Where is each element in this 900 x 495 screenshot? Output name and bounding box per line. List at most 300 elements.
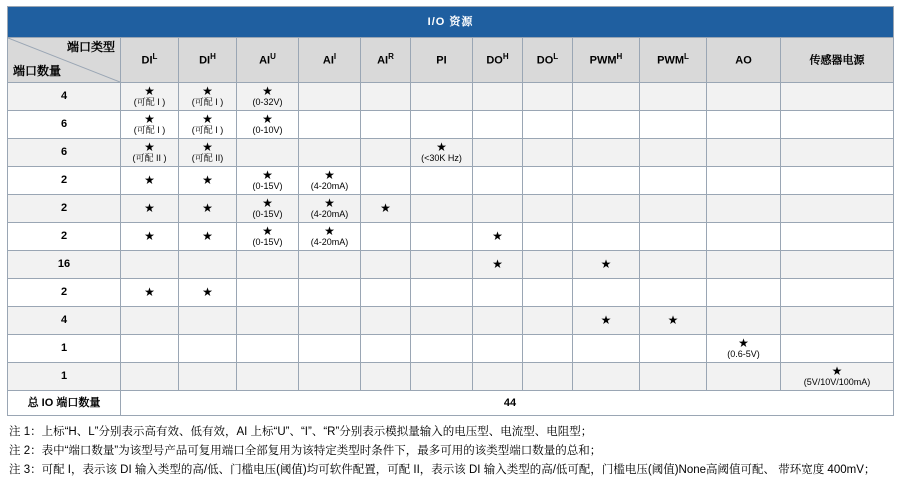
table-row	[8, 167, 894, 195]
port-cell	[179, 279, 237, 307]
cell-note: (0-15V)	[252, 236, 283, 247]
star-icon: ★	[144, 229, 155, 244]
cell-content	[473, 336, 522, 361]
cell-content	[179, 336, 236, 361]
cell-content	[121, 84, 178, 109]
cell-content	[523, 140, 572, 165]
star-icon: ★	[262, 224, 273, 239]
total-value: 44	[121, 391, 894, 416]
cell-content	[121, 280, 178, 305]
port-cell	[573, 335, 640, 363]
cell-content	[237, 224, 298, 249]
cell-content	[573, 168, 639, 193]
port-cell	[573, 195, 640, 223]
cell-content	[411, 364, 472, 389]
port-cell	[121, 83, 179, 111]
cell-content	[523, 84, 572, 109]
column-header-di-l: $DI^L$	[121, 38, 179, 83]
cell-content	[299, 252, 360, 277]
cell-content	[121, 140, 178, 165]
cell-content	[361, 140, 410, 165]
port-cell	[299, 167, 361, 195]
port-cell	[707, 83, 781, 111]
cell-note: (0-15V)	[252, 180, 283, 191]
port-cell	[573, 139, 640, 167]
cell-note: (0-32V)	[252, 96, 283, 107]
column-header-do-h: $DO^H$	[473, 38, 523, 83]
cell-content	[707, 280, 780, 305]
star-icon: ★	[324, 168, 335, 183]
cell-content	[473, 308, 522, 333]
cell-content	[361, 224, 410, 249]
cell-note: (0-10V)	[252, 124, 283, 135]
port-cell	[781, 139, 894, 167]
port-cell	[411, 307, 473, 335]
star-icon: ★	[144, 84, 155, 99]
port-cell	[121, 195, 179, 223]
footnote-1: 注 1：上标“H、L”分别表示高有效、低有效，AI 上标“U”、“I”、“R”分别表示模拟量输入的电压型、电流型、电阻型；	[9, 426, 593, 438]
cell-content	[299, 140, 360, 165]
column-header-pwm-l: $PWM^L$	[640, 38, 707, 83]
port-cell	[361, 195, 411, 223]
cell-content	[473, 224, 522, 249]
port-cell	[299, 83, 361, 111]
cell-content	[523, 364, 572, 389]
table-row	[8, 195, 894, 223]
table-row	[8, 83, 894, 111]
cell-content	[473, 168, 522, 193]
port-cell	[707, 111, 781, 139]
cell-content	[640, 224, 706, 249]
cell-content	[299, 112, 360, 137]
cell-content	[523, 196, 572, 221]
cell-content	[361, 112, 410, 137]
port-cell	[781, 251, 894, 279]
cell-content	[361, 84, 410, 109]
port-cell	[361, 363, 411, 391]
port-cell	[299, 363, 361, 391]
port-cell	[411, 251, 473, 279]
cell-note: (0.6-5V)	[727, 348, 760, 359]
cell-content	[237, 280, 298, 305]
cell-content	[299, 224, 360, 249]
cell-content	[523, 308, 572, 333]
cell-note: (可配 I )	[191, 96, 224, 107]
port-cell	[361, 223, 411, 251]
port-cell	[179, 111, 237, 139]
cell-content	[121, 196, 178, 221]
port-cell	[237, 307, 299, 335]
cell-content	[179, 84, 236, 109]
cell-content	[523, 336, 572, 361]
star-icon: ★	[436, 140, 447, 155]
star-icon: ★	[262, 112, 273, 127]
port-cell	[237, 223, 299, 251]
star-icon: ★	[202, 84, 213, 99]
port-cell	[237, 139, 299, 167]
port-cell	[237, 83, 299, 111]
cell-content	[473, 140, 522, 165]
cell-content	[179, 140, 236, 165]
port-cell	[411, 363, 473, 391]
port-cell	[781, 223, 894, 251]
page-title: I/O 资源	[8, 7, 894, 38]
port-cell	[121, 279, 179, 307]
port-cell	[361, 111, 411, 139]
column-header-do-l: $DO^L$	[523, 38, 573, 83]
port-cell	[781, 83, 894, 111]
star-icon: ★	[324, 196, 335, 211]
port-cell	[523, 195, 573, 223]
port-cell	[640, 223, 707, 251]
table-row	[8, 139, 894, 167]
cell-content	[237, 364, 298, 389]
cell-content	[640, 280, 706, 305]
port-cell	[237, 251, 299, 279]
cell-note: (0-15V)	[252, 208, 283, 219]
cell-content	[640, 252, 706, 277]
port-cell	[121, 251, 179, 279]
port-cell	[179, 139, 237, 167]
cell-note: (4-20mA)	[310, 208, 349, 219]
cell-content	[707, 364, 780, 389]
cell-content	[299, 364, 360, 389]
port-cell	[523, 307, 573, 335]
port-cell	[121, 111, 179, 139]
port-count-cell: 2	[8, 195, 121, 223]
star-icon: ★	[144, 140, 155, 155]
port-cell	[781, 195, 894, 223]
cell-content	[299, 196, 360, 221]
port-cell	[121, 139, 179, 167]
port-cell	[781, 363, 894, 391]
port-cell	[707, 195, 781, 223]
port-cell	[473, 307, 523, 335]
cell-note: (可配 II)	[191, 152, 224, 163]
port-cell	[573, 307, 640, 335]
port-cell	[781, 167, 894, 195]
port-cell	[707, 279, 781, 307]
port-cell	[573, 251, 640, 279]
cell-content	[573, 140, 639, 165]
star-icon: ★	[144, 201, 155, 216]
footnote-3: 注 3：可配 I，表示该 DI 输入类型的高/低、门槛电压(阈值)均可软件配置，可配 II，表示该 DI 输入类型的高/低可配，门槛电压(阈值)None高阈值可配、 带环宽度 400mV；	[9, 463, 876, 476]
port-cell	[361, 167, 411, 195]
cell-content	[707, 168, 780, 193]
cell-content	[179, 308, 236, 333]
header-corner-cell	[8, 38, 121, 83]
column-header-ai-i: $AI^I$	[299, 38, 361, 83]
port-cell	[473, 335, 523, 363]
cell-content	[573, 336, 639, 361]
cell-content	[781, 140, 893, 165]
port-cell	[237, 167, 299, 195]
cell-content	[179, 364, 236, 389]
table-row	[8, 251, 894, 279]
star-icon: ★	[380, 201, 391, 216]
port-cell	[237, 363, 299, 391]
cell-content	[707, 84, 780, 109]
cell-content	[237, 196, 298, 221]
port-cell	[411, 139, 473, 167]
port-cell	[361, 279, 411, 307]
port-count-cell: 2	[8, 279, 121, 307]
port-cell	[640, 195, 707, 223]
port-cell	[523, 363, 573, 391]
port-cell	[121, 335, 179, 363]
port-cell	[523, 139, 573, 167]
cell-content	[179, 224, 236, 249]
port-cell	[411, 195, 473, 223]
total-label: 总 IO 端口数量	[8, 391, 121, 416]
port-cell	[640, 251, 707, 279]
cell-content	[361, 336, 410, 361]
cell-content	[640, 336, 706, 361]
cell-content	[411, 224, 472, 249]
star-icon: ★	[324, 224, 335, 239]
star-icon: ★	[144, 285, 155, 300]
cell-content	[361, 280, 410, 305]
cell-content	[411, 168, 472, 193]
cell-content	[179, 168, 236, 193]
port-count-cell: 1	[8, 335, 121, 363]
port-cell	[179, 363, 237, 391]
cell-content	[707, 336, 780, 361]
port-count-cell: 1	[8, 363, 121, 391]
port-count-cell: 6	[8, 111, 121, 139]
table-body	[8, 83, 894, 391]
cell-content	[781, 196, 893, 221]
port-cell	[640, 279, 707, 307]
io-resource-sheet	[0, 6, 900, 495]
cell-content	[237, 336, 298, 361]
column-header-sensor-power: 传感器电源	[781, 38, 894, 83]
star-icon: ★	[202, 229, 213, 244]
cell-content	[573, 308, 639, 333]
cell-content	[640, 308, 706, 333]
cell-content	[781, 84, 893, 109]
star-icon: ★	[202, 173, 213, 188]
cell-content	[299, 168, 360, 193]
cell-content	[473, 252, 522, 277]
cell-content	[411, 252, 472, 277]
port-cell	[179, 195, 237, 223]
cell-content	[473, 112, 522, 137]
port-cell	[523, 167, 573, 195]
cell-content	[473, 196, 522, 221]
port-cell	[707, 307, 781, 335]
cell-content	[573, 224, 639, 249]
port-cell	[179, 83, 237, 111]
cell-content	[121, 224, 178, 249]
port-cell	[640, 139, 707, 167]
cell-content	[640, 364, 706, 389]
cell-content	[121, 112, 178, 137]
cell-content	[237, 168, 298, 193]
port-cell	[707, 251, 781, 279]
cell-content	[781, 308, 893, 333]
cell-content	[573, 84, 639, 109]
footnotes	[9, 423, 889, 480]
cell-content	[640, 196, 706, 221]
port-cell	[237, 279, 299, 307]
cell-note: (可配 I )	[133, 124, 166, 135]
cell-content	[473, 280, 522, 305]
cell-content	[573, 280, 639, 305]
port-cell	[299, 223, 361, 251]
cell-content	[573, 112, 639, 137]
port-cell	[361, 251, 411, 279]
io-resource-table	[7, 6, 894, 416]
cell-content	[179, 252, 236, 277]
port-cell	[640, 83, 707, 111]
port-cell	[573, 167, 640, 195]
cell-content	[640, 168, 706, 193]
port-cell	[179, 335, 237, 363]
cell-content	[640, 84, 706, 109]
total-row	[8, 391, 894, 416]
port-cell	[573, 111, 640, 139]
star-icon: ★	[492, 229, 503, 244]
port-cell	[781, 111, 894, 139]
port-cell	[299, 251, 361, 279]
cell-content	[121, 364, 178, 389]
port-cell	[707, 363, 781, 391]
cell-content	[361, 168, 410, 193]
cell-content	[121, 336, 178, 361]
port-cell	[523, 223, 573, 251]
column-header-ai-r: $AI^R$	[361, 38, 411, 83]
cell-note: (4-20mA)	[310, 236, 349, 247]
port-cell	[473, 111, 523, 139]
table-row	[8, 279, 894, 307]
port-cell	[361, 139, 411, 167]
star-icon: ★	[831, 364, 843, 379]
cell-content	[179, 280, 236, 305]
cell-content	[237, 112, 298, 137]
port-cell	[573, 363, 640, 391]
cell-content	[411, 112, 472, 137]
cell-content	[411, 84, 472, 109]
port-cell	[573, 279, 640, 307]
cell-note: (5V/10V/100mA)	[803, 376, 871, 387]
cell-content	[121, 252, 178, 277]
cell-content	[781, 168, 893, 193]
cell-note: (可配 I )	[133, 96, 166, 107]
port-count-cell: 4	[8, 83, 121, 111]
cell-content	[523, 252, 572, 277]
port-cell	[707, 223, 781, 251]
column-header-di-h: $DI^H$	[179, 38, 237, 83]
table-row	[8, 223, 894, 251]
table-row	[8, 111, 894, 139]
port-count-cell: 16	[8, 251, 121, 279]
port-cell	[640, 307, 707, 335]
port-cell	[361, 335, 411, 363]
star-icon: ★	[202, 201, 213, 216]
star-icon: ★	[600, 313, 612, 328]
port-cell	[523, 83, 573, 111]
port-cell	[473, 279, 523, 307]
cell-content	[640, 112, 706, 137]
cell-content	[179, 112, 236, 137]
port-count-cell: 2	[8, 167, 121, 195]
port-cell	[179, 223, 237, 251]
star-icon: ★	[262, 84, 273, 99]
port-cell	[299, 111, 361, 139]
cell-content	[299, 308, 360, 333]
star-icon: ★	[600, 257, 612, 272]
star-icon: ★	[144, 112, 155, 127]
cell-content	[237, 140, 298, 165]
cell-content	[411, 280, 472, 305]
port-cell	[523, 111, 573, 139]
cell-content	[473, 364, 522, 389]
port-cell	[237, 195, 299, 223]
cell-content	[573, 196, 639, 221]
port-cell	[523, 335, 573, 363]
cell-content	[781, 224, 893, 249]
cell-content	[523, 224, 572, 249]
cell-content	[707, 252, 780, 277]
port-cell	[640, 335, 707, 363]
cell-content	[411, 336, 472, 361]
cell-content	[237, 252, 298, 277]
port-cell	[361, 307, 411, 335]
port-cell	[121, 167, 179, 195]
port-cell	[573, 223, 640, 251]
port-cell	[121, 363, 179, 391]
port-cell	[361, 83, 411, 111]
port-cell	[299, 307, 361, 335]
cell-note: (可配 I )	[191, 124, 224, 135]
port-cell	[707, 139, 781, 167]
port-cell	[411, 111, 473, 139]
column-header-ao: AO	[707, 38, 781, 83]
cell-content	[361, 196, 410, 221]
port-cell	[707, 335, 781, 363]
cell-content	[299, 280, 360, 305]
cell-content	[781, 364, 893, 389]
cell-content	[237, 84, 298, 109]
cell-content	[523, 112, 572, 137]
column-header-ai-u: $AI^U$	[237, 38, 299, 83]
port-cell	[411, 279, 473, 307]
column-header-pwm-h: $PWM^H$	[573, 38, 640, 83]
star-icon: ★	[262, 196, 273, 211]
cell-content	[473, 84, 522, 109]
port-cell	[640, 363, 707, 391]
star-icon: ★	[202, 140, 213, 155]
cell-content	[781, 252, 893, 277]
port-cell	[411, 335, 473, 363]
port-cell	[237, 111, 299, 139]
cell-content	[707, 112, 780, 137]
port-cell	[781, 335, 894, 363]
port-cell	[411, 167, 473, 195]
cell-content	[411, 140, 472, 165]
star-icon: ★	[202, 285, 213, 300]
cell-content	[237, 308, 298, 333]
port-cell	[473, 167, 523, 195]
port-cell	[121, 307, 179, 335]
port-cell	[179, 167, 237, 195]
cell-content	[361, 364, 410, 389]
star-icon: ★	[667, 313, 679, 328]
port-cell	[411, 83, 473, 111]
cell-content	[361, 308, 410, 333]
cell-content	[361, 252, 410, 277]
